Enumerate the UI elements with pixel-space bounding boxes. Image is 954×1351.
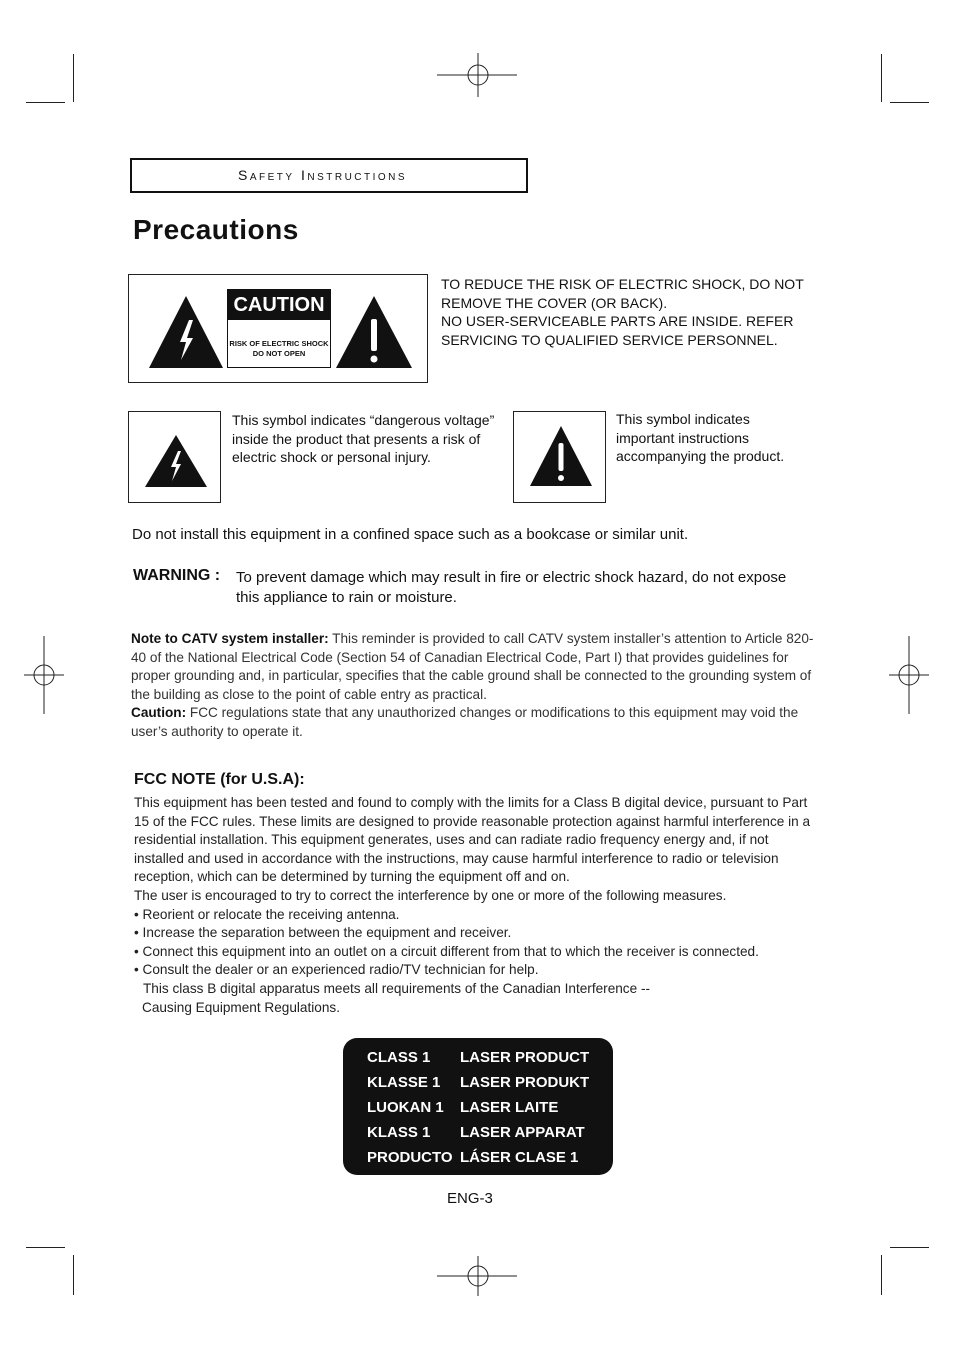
- instructions-symbol-text: [616, 410, 816, 466]
- crop-mark: [73, 54, 74, 102]
- crop-mark: [26, 102, 65, 103]
- laser-product-label: [343, 1038, 613, 1175]
- catv-note-text: This reminder is provided to call CATV system installer’s attention to Article 820-40 of the National Electrical Code (Section 54 of Canadian Electrical Code, Part I) that provides guidelines for proper grounding and, in particular, specifies that the cable ground shall be connected to the grounding system of the building as close to the point of cable entry as practical.: [131, 631, 814, 702]
- laser-class: KLASS 1: [367, 1124, 431, 1141]
- warning-line-1: To prevent damage which may result in fire or electric shock hazard, do not expose: [236, 569, 787, 586]
- section-label: Safety Instructions: [238, 167, 408, 183]
- laser-product: LASER PRODUKT: [460, 1074, 590, 1091]
- fcc-caution-text: FCC regulations state that any unauthorized changes or modifications to this equipment may void the user’s authority to operate it.: [131, 705, 799, 739]
- catv-note-label: Note to CATV system installer:: [131, 631, 329, 646]
- fcc-paragraph: This equipment has been tested and found to comply with the limits for a Class B digital device, pursuant to Part 15 of the FCC rules. These limits are designed to provide reasonable protection against harmful interference in a residential installation. This equipment generates, uses and can radiate radio frequency energy and, if not installed and used in accordance with the instructions, may cause harmful interference to radio or television reception, which can be determined by turning the equipment off and on.: [134, 795, 811, 885]
- caution-notice-line: SERVICING TO QUALIFIED SERVICE PERSONNEL.: [441, 332, 778, 349]
- caution-notice-line: REMOVE THE COVER (OR BACK).: [441, 294, 668, 311]
- caution-notice-line: TO REDUCE THE RISK OF ELECTRIC SHOCK, DO NOT: [441, 276, 804, 292]
- caution-notice: [441, 275, 821, 350]
- caution-line-1: RISK OF ELECTRIC SHOCK: [229, 339, 329, 348]
- crop-mark: [890, 102, 929, 103]
- fcc-bullet: • Connect this equipment into an outlet on a circuit different from that to which the receiver is connected.: [134, 943, 759, 959]
- laser-class: LUOKAN 1: [367, 1099, 444, 1116]
- caution-label-box: [128, 274, 428, 383]
- lightning-triangle-icon: [143, 434, 209, 488]
- warning-label: WARNING :: [133, 567, 221, 584]
- crop-mark: [881, 54, 882, 102]
- caution-label: [227, 289, 331, 368]
- laser-class: PRODUCTO: [367, 1149, 453, 1166]
- fcc-heading: FCC NOTE (for U.S.A):: [134, 771, 305, 788]
- exclamation-triangle-icon: [528, 425, 594, 487]
- laser-class: KLASSE 1: [367, 1074, 441, 1091]
- install-notice: Do not install this equipment in a confined space such as a bookcase or similar unit.: [132, 526, 689, 543]
- registration-mark-icon: [889, 636, 929, 714]
- registration-mark-icon: [24, 636, 64, 714]
- page-title: Precautions: [133, 214, 299, 245]
- text-line: accompanying the product.: [616, 448, 785, 465]
- crop-mark: [73, 1255, 74, 1295]
- catv-note: [131, 630, 821, 742]
- section-header: [130, 158, 528, 193]
- laser-product: LASER LAITE: [460, 1099, 559, 1116]
- text-line: This symbol indicates: [616, 411, 750, 427]
- crop-mark: [890, 1247, 929, 1248]
- caution-notice-line: NO USER-SERVICEABLE PARTS ARE INSIDE. REFER: [441, 313, 794, 330]
- registration-mark-icon: [437, 1256, 517, 1296]
- fcc-bullet: • Consult the dealer or an experienced radio/TV technician for help.: [134, 962, 539, 978]
- page-number: ENG-3: [447, 1190, 493, 1207]
- fcc-bullet: • Increase the separation between the equipment and receiver.: [134, 925, 512, 941]
- caution-title: CAUTION: [228, 290, 330, 320]
- voltage-symbol-box: [128, 411, 221, 503]
- warning-line-2: this appliance to rain or moisture.: [236, 589, 457, 606]
- laser-product: LASER APPARAT: [460, 1124, 585, 1141]
- lightning-triangle-icon: [147, 294, 225, 370]
- instructions-symbol-box: [513, 411, 606, 503]
- laser-class: CLASS 1: [367, 1049, 431, 1066]
- text-line: important instructions: [616, 429, 750, 446]
- laser-product: LÁSER CLASE 1: [460, 1149, 579, 1166]
- crop-mark: [26, 1247, 65, 1248]
- canada-line-2: Causing Equipment Regulations.: [142, 999, 340, 1015]
- exclamation-triangle-icon: [334, 294, 414, 370]
- text-line: electric shock or personal injury.: [232, 449, 431, 466]
- fcc-bullet: • Reorient or relocate the receiving antenna.: [134, 906, 400, 922]
- text-line: inside the product that presents a risk of: [232, 430, 481, 447]
- voltage-symbol-text: [232, 411, 502, 467]
- laser-product: LASER PRODUCT: [460, 1049, 590, 1066]
- registration-mark-icon: [437, 53, 517, 97]
- canada-line-1: This class B digital apparatus meets all requirements of the Canadian Interference --: [143, 980, 650, 996]
- fcc-encourage: The user is encouraged to try to correct the interference by one or more of the following measures.: [134, 887, 727, 903]
- fcc-note: [134, 794, 814, 1017]
- fcc-caution-label: Caution:: [131, 705, 187, 721]
- crop-mark: [881, 1255, 882, 1295]
- caution-line-2: DO NOT OPEN: [252, 349, 306, 358]
- text-line: This symbol indicates “dangerous voltage”: [232, 412, 495, 428]
